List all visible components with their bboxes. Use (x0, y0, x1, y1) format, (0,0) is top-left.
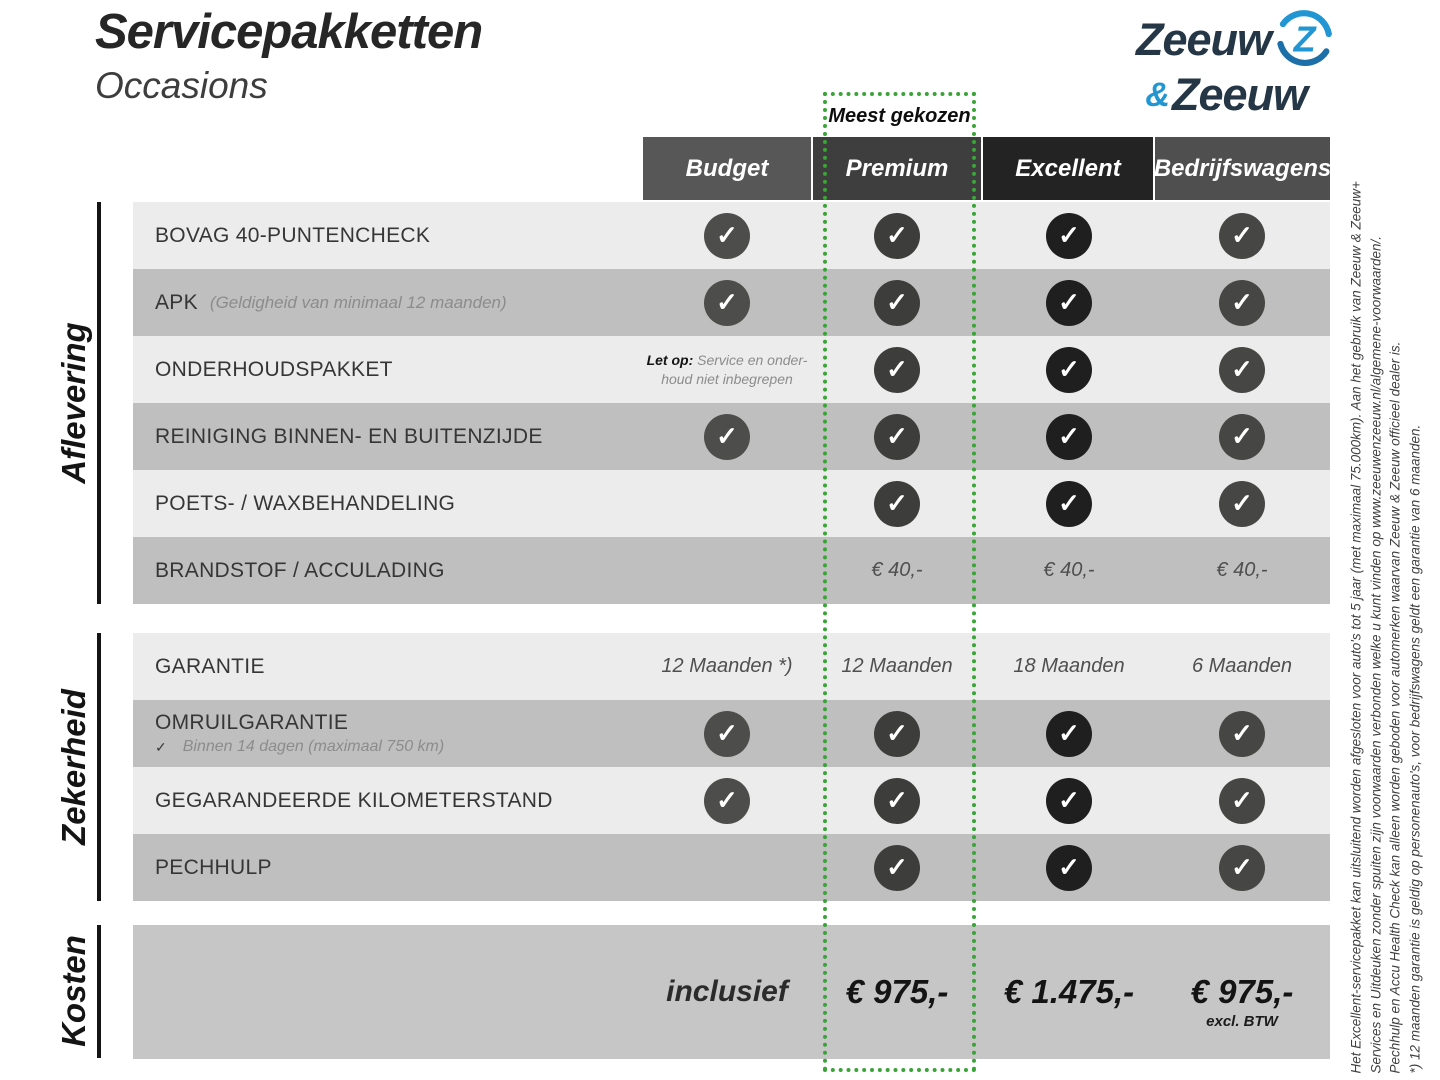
feature-name: POETS- / WAXBEHANDELING (155, 491, 456, 515)
section-label-kosten: Kosten (55, 935, 92, 1047)
page-title: Servicepakketten (95, 5, 483, 59)
section-label-zekerheid: Zekerheid (55, 689, 92, 845)
cost-budget: inclusief (666, 975, 788, 1008)
check-icon: ✓ (1219, 845, 1265, 891)
table-row-apk (133, 269, 1330, 336)
column-header-bedrijfswagens: Bedrijfswagens (1155, 137, 1330, 200)
check-icon: ✓ (1046, 347, 1092, 393)
check-icon: ✓ (704, 213, 750, 259)
feature-name: PECHHULP (155, 855, 272, 879)
logo-z-letter: Z (1293, 18, 1316, 60)
feature-subnote: ✓ Binnen 14 dagen (maximaal 750 km) (155, 738, 445, 755)
z-swoosh-icon (1273, 8, 1335, 70)
check-icon: ✓ (704, 280, 750, 326)
check-icon: ✓ (1219, 778, 1265, 824)
disclaimer-line: Pechhulp en Accu Health Check kan alleen worden geboden voor automerken waarvan Zeeuw & Zeeuw officieel dealer is. (1387, 341, 1403, 1074)
check-icon: ✓ (1219, 280, 1265, 326)
disclaimer-line: Het Excellent-servicepakket kan uitsluitend worden afgesloten voor auto's tot 5 jaar (met maximaal 75.000km). Aan het gebruik van Zeeuw & Zeeuw+ (1348, 181, 1364, 1074)
check-icon: ✓ (874, 347, 920, 393)
legal-disclaimer (1347, 129, 1427, 1074)
zeeuw-en-zeeuw-logo (1100, 8, 1335, 120)
check-icon: ✓ (1046, 414, 1092, 460)
logo-line-2 (1100, 69, 1335, 120)
section-label-aflevering: Aflevering (55, 322, 92, 484)
check-icon: ✓ (874, 778, 920, 824)
check-icon: ✓ (874, 414, 920, 460)
column-header-budget: Budget (643, 137, 811, 200)
section-divider-aflevering (97, 202, 101, 604)
check-icon: ✓ (1219, 711, 1265, 757)
price-value: € 40,- (1216, 559, 1268, 581)
feature-name: GEGARANDEERDE KILOMETERSTAND (155, 788, 553, 812)
garantie-value: 18 Maanden (1013, 655, 1125, 677)
table-row-poets-wax (133, 470, 1330, 537)
section-divider-zekerheid (97, 633, 101, 901)
table-row-garantie (133, 633, 1330, 700)
logo-line-1 (1100, 8, 1335, 70)
price-value: € 40,- (871, 559, 923, 581)
table-row-bovag (133, 202, 1330, 269)
check-icon: ✓ (1046, 481, 1092, 527)
disclaimer-line: Services en Uitdeuken zonder spuiten zijn voorwaarden verbonden welke u kunt vinden op www.zeeuwenzeeuw.nl/algemene-voorwaarden/. (1368, 235, 1383, 1074)
table-row-onderhoudspakket (133, 336, 1330, 403)
feature-name: ONDERHOUDSPAKKET (155, 357, 393, 381)
cost-bedrijfswagens: € 975,- (1190, 973, 1294, 1010)
check-icon: ✓ (1219, 347, 1265, 393)
table-row-reiniging (133, 403, 1330, 470)
table-row-omruilgarantie (133, 700, 1330, 767)
title-block (95, 6, 482, 107)
check-icon: ✓ (704, 711, 750, 757)
disclaimer-line: *) 12 maanden garantie is geldig op personenauto's, voor bedrijfswagens geldt een garantie van 6 maanden. (1407, 424, 1422, 1074)
check-icon: ✓ (1046, 711, 1092, 757)
check-icon: ✓ (874, 845, 920, 891)
column-header-premium: Premium (813, 137, 981, 200)
price-value: € 40,- (1043, 559, 1095, 581)
check-icon: ✓ (1046, 213, 1092, 259)
feature-name: REINIGING BINNEN- EN BUITENZIJDE (155, 424, 543, 448)
garantie-value: 12 Maanden (841, 655, 953, 677)
column-header-excellent: Excellent (983, 137, 1153, 200)
table-row-kilometerstand (133, 767, 1330, 834)
check-icon: ✓ (874, 280, 920, 326)
logo-word-zeeuw-2: Zeeuw (1171, 69, 1307, 120)
check-icon: ✓ (1219, 213, 1265, 259)
garantie-value: 12 Maanden *) (661, 655, 793, 677)
feature-name: BOVAG 40-PUNTENCHECK (155, 223, 431, 247)
cost-excellent: € 1.475,- (1003, 973, 1135, 1010)
check-icon: ✓ (1219, 414, 1265, 460)
letop-note: Let op: Service en onder- houd niet inbegrepen (646, 351, 808, 387)
check-icon: ✓ (874, 213, 920, 259)
meest-gekozen-label: Meest gekozen (828, 105, 971, 127)
small-check-icon: ✓ (155, 738, 167, 755)
feature-note: (Geldigheid van minimaal 12 maanden) (209, 292, 507, 312)
check-icon: ✓ (1046, 280, 1092, 326)
feature-name: OMRUILGARANTIE (155, 711, 349, 734)
feature-name: APK (155, 290, 198, 314)
check-icon: ✓ (874, 711, 920, 757)
check-icon: ✓ (1046, 845, 1092, 891)
cost-row (133, 925, 1330, 1059)
garantie-value: 6 Maanden (1191, 655, 1293, 677)
cost-premium: € 975,- (845, 973, 949, 1010)
feature-name: BRANDSTOF / ACCULADING (155, 558, 445, 582)
feature-name: GARANTIE (155, 654, 265, 678)
logo-ampersand: & (1145, 75, 1170, 114)
check-icon: ✓ (874, 481, 920, 527)
table-row-brandstof (133, 537, 1330, 604)
section-divider-kosten (97, 925, 101, 1058)
excl-btw-note: excl. BTW (1206, 1013, 1278, 1030)
table-row-pechhulp (133, 834, 1330, 901)
check-icon: ✓ (704, 414, 750, 460)
check-icon: ✓ (1219, 481, 1265, 527)
logo-word-zeeuw: Zeeuw (1135, 13, 1271, 65)
page-subtitle: Occasions (95, 64, 268, 106)
check-icon: ✓ (1046, 778, 1092, 824)
check-icon: ✓ (704, 778, 750, 824)
